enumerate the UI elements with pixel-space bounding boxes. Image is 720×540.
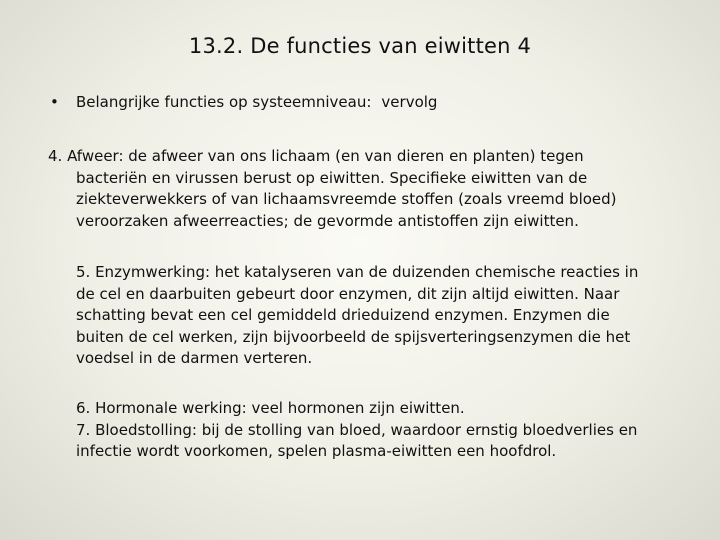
paragraph-hormonen-bloedstolling <box>76 398 637 463</box>
paragraph-line: 6. Hormonale werking: veel hormonen zijn eiwitten. <box>76 399 465 417</box>
bullet-heading <box>50 93 437 111</box>
paragraph-line: 4. Afweer: de afweer van ons lichaam (en van dieren en planten) tegen <box>48 147 584 165</box>
paragraph-line: veroorzaken afweerreacties; de gevormde antistoffen zijn eiwitten. <box>76 211 579 230</box>
bullet-label: Belangrijke functies op systeemniveau: <box>76 93 372 111</box>
paragraph-line: 7. Bloedstolling: bij de stolling van bloed, waardoor ernstig bloedverlies en <box>76 420 638 439</box>
bullet-symbol: • <box>50 93 59 111</box>
paragraph-line: bacteriën en virussen berust op eiwitten. Specifieke eiwitten van de <box>76 168 588 187</box>
paragraph-line: buiten de cel werken, zijn bijvoorbeeld de spijsverteringsenzymen die het <box>76 327 631 346</box>
bullet-suffix: vervolg <box>381 93 438 111</box>
slide-title: 13.2. De functies van eiwitten 4 <box>188 34 532 58</box>
paragraph-line: voedsel in de darmen verteren. <box>76 349 313 367</box>
paragraph-line: infectie wordt voorkomen, spelen plasma-eiwitten een hoofdrol. <box>76 442 557 460</box>
paragraph-line: ziekteverwekkers of van lichaamsvreemde stoffen (zoals vreemd bloed) <box>76 190 617 208</box>
paragraph-line: de cel en daarbuiten gebeurt door enzymen, dit zijn altijd eiwitten. Naar <box>76 284 620 303</box>
paragraph-afweer <box>48 146 617 232</box>
paragraph-line: 5. Enzymwerking: het katalyseren van de duizenden chemische reacties in <box>76 263 639 281</box>
paragraph-line: schatting bevat een cel gemiddeld drieduizend enzymen. Enzymen die <box>76 306 610 324</box>
paragraph-enzymwerking <box>76 262 638 370</box>
